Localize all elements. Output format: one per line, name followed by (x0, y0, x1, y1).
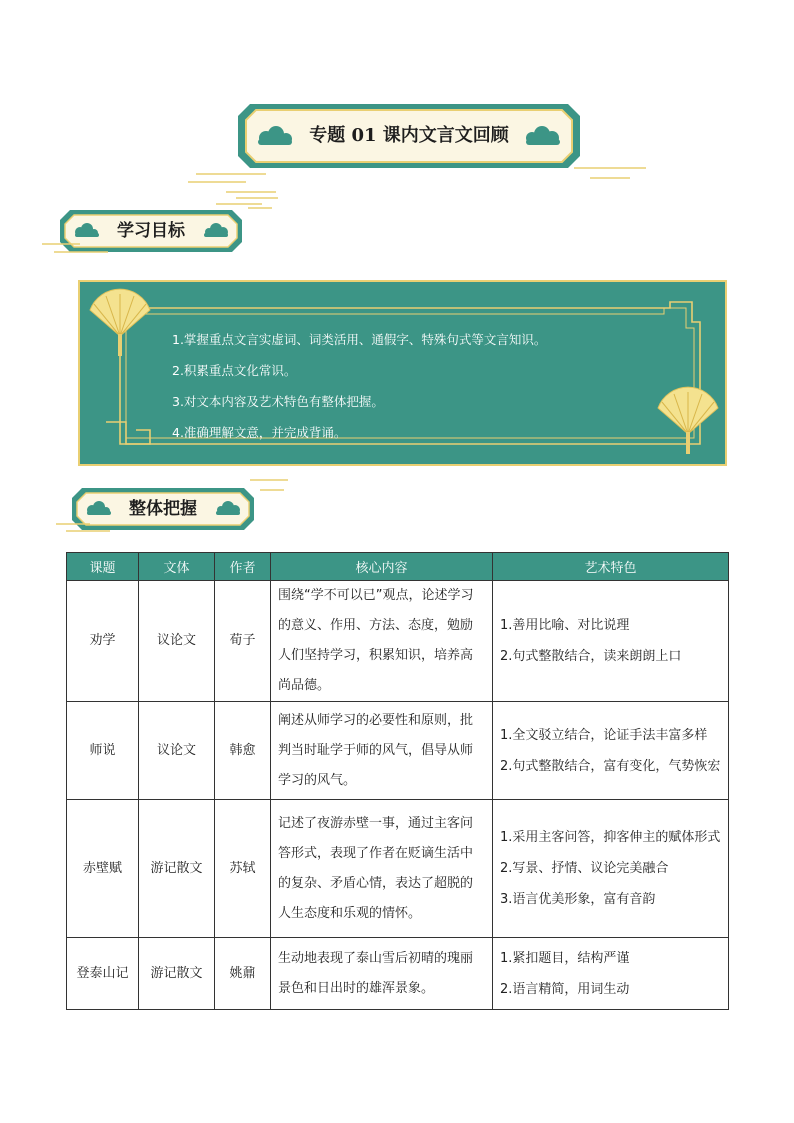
title-banner (236, 102, 582, 170)
cell-genre: 议论文 (139, 581, 215, 702)
art-item: 2.句式整散结合，富有变化，气势恢宏 (500, 758, 721, 774)
column-header: 核心内容 (271, 553, 493, 581)
goal-item: 1.掌握重点文言实虚词、词类活用、通假字、特殊句式等文言知识。 (172, 332, 547, 347)
cell-genre: 游记散文 (139, 938, 215, 1010)
art-item: 2.写景、抒情、议论完美融合 (500, 861, 669, 876)
cell-art (493, 800, 729, 938)
cell-core (271, 581, 493, 702)
table-row (67, 938, 729, 1010)
column-header: 艺术特色 (493, 553, 729, 581)
decor-lines (232, 192, 282, 218)
art-item: 1.紧扣题目，结构严谨 (500, 950, 630, 966)
goal-list (172, 324, 546, 448)
goal-item: 4.准确理解文意，并完成背诵。 (172, 425, 347, 440)
fan-icon (90, 289, 150, 356)
cell-title: 登泰山记 (67, 938, 139, 1010)
section-title: 整体把握 (129, 499, 197, 519)
cell-art (493, 702, 729, 800)
core-text: 生动地表现了泰山雪后初晴的瑰丽景色和日出时的雄浑景象。 (278, 950, 474, 996)
art-item: 1.善用比喻、对比说理 (500, 618, 630, 633)
art-item: 2.语言精简，用词生动 (500, 981, 630, 997)
decor-lines (570, 160, 650, 190)
cell-genre: 游记散文 (139, 800, 215, 938)
art-item: 3.语言优美形象，富有音韵 (500, 892, 656, 907)
cell-core (271, 938, 493, 1010)
column-header: 课题 (67, 553, 139, 581)
section-title: 学习目标 (117, 221, 185, 241)
cell-author: 荀子 (215, 581, 271, 702)
column-header: 作者 (215, 553, 271, 581)
cell-core (271, 702, 493, 800)
cell-art (493, 581, 729, 702)
core-text: 阐述从师学习的必要性和原则，批判当时耻学于师的风气，倡导从师学习的风气。 (278, 712, 474, 788)
page-title: 专题 01 课内文言文回顾 (309, 125, 509, 146)
art-item: 1.全文驳立结合，论证手法丰富多样 (500, 727, 708, 743)
cell-author: 姚鼐 (215, 938, 271, 1010)
cell-title: 赤壁赋 (67, 800, 139, 938)
table-header-row (67, 553, 729, 581)
cell-author: 苏轼 (215, 800, 271, 938)
art-item: 1.采用主客问答，抑客伸主的赋体形式 (500, 830, 721, 845)
table-row (67, 800, 729, 938)
column-header: 文体 (139, 553, 215, 581)
goal-item: 2.积累重点文化常识。 (172, 363, 297, 378)
learning-goals-box (78, 280, 727, 466)
cell-art (493, 938, 729, 1010)
core-text: 围绕“学不可以已”观点，论述学习的意义、作用、方法、态度，勉励人们坚持学习，积累知识，培养高尚品德。 (278, 588, 474, 693)
table-row (67, 581, 729, 702)
table-row (67, 702, 729, 800)
decor-lines (54, 518, 114, 536)
cell-title: 劝学 (67, 581, 139, 702)
overview-table (66, 552, 729, 1010)
cell-author: 韩愈 (215, 702, 271, 800)
goal-item: 3.对文本内容及艺术特色有整体把握。 (172, 394, 384, 409)
cell-genre: 议论文 (139, 702, 215, 800)
cell-core (271, 800, 493, 938)
decor-lines (40, 238, 110, 258)
cell-title: 师说 (67, 702, 139, 800)
core-text: 记述了夜游赤壁一事，通过主客问答形式，表现了作者在贬谪生活中的复杂、矛盾心情，表达了超脱的人生态度和乐观的情怀。 (278, 815, 474, 921)
art-item: 2.句式整散结合，读来朗朗上口 (500, 649, 682, 664)
decor-lines (246, 474, 292, 498)
